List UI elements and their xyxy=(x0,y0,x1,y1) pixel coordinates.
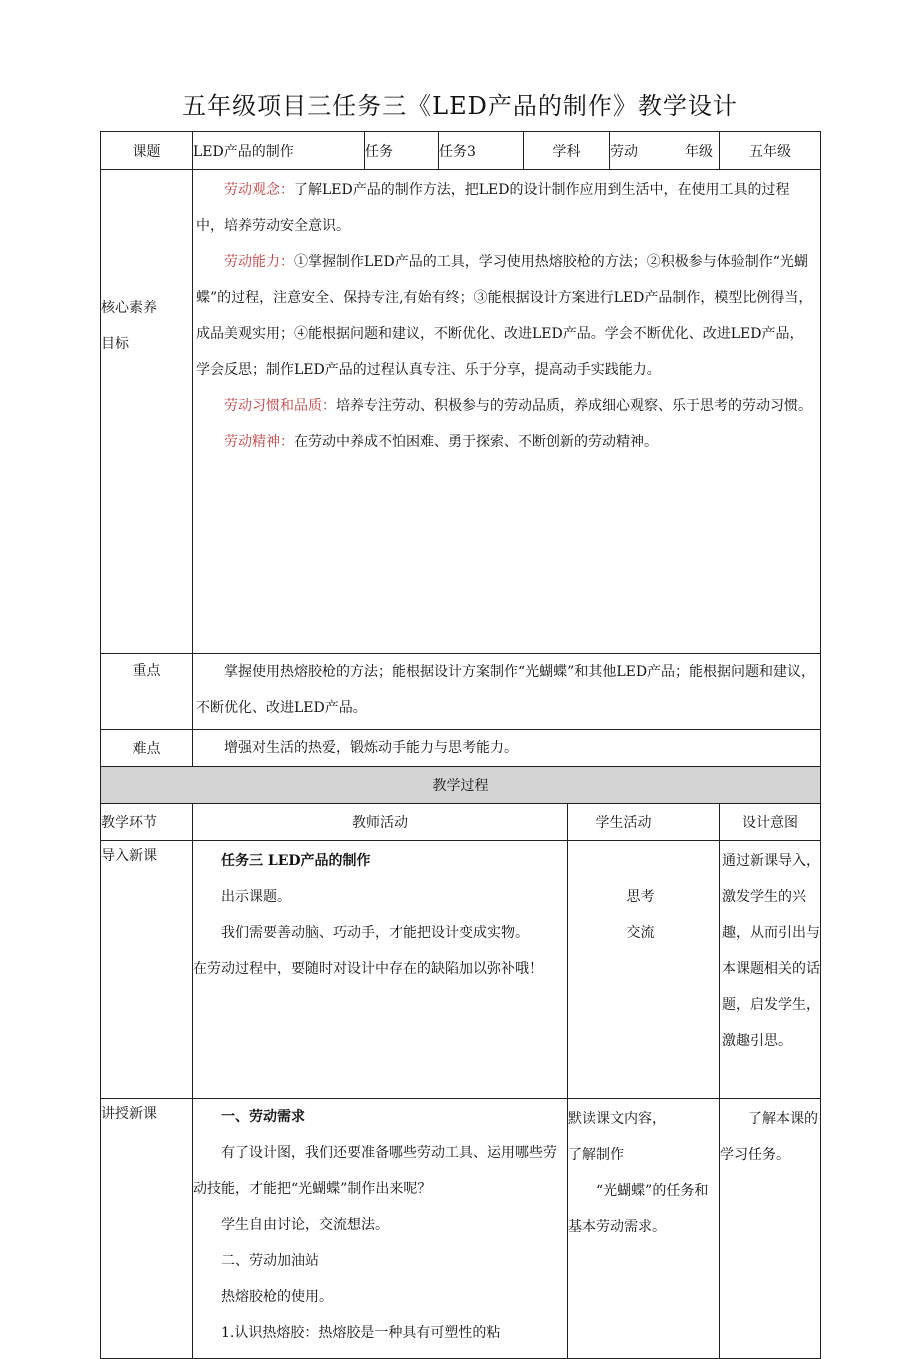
lecture-student xyxy=(568,1099,720,1359)
intro-teacher-line-2: 出示课题。 xyxy=(221,889,291,905)
intro-student-line-2: 交流 xyxy=(626,925,655,941)
key-points-content xyxy=(193,654,821,730)
key-points-label: 重点 xyxy=(101,654,193,730)
goal-head-spirit: 劳动精神： xyxy=(224,434,294,450)
task-value: 任务3 xyxy=(439,132,524,170)
header-student: 学生活动 xyxy=(568,804,720,841)
lesson-plan-table xyxy=(100,131,821,1359)
lecture-stage: 讲授新课 xyxy=(101,1099,193,1359)
difficult-points-content xyxy=(193,730,821,767)
goal-body-concept: 了解LED产品的制作方法，把LED的设计制作应用到生活中，在使用工具的过程中，培养劳动安全意识。 xyxy=(196,182,790,234)
goal-head-habit: 劳动习惯和品质： xyxy=(224,398,336,414)
lecture-teacher-line-5: 热熔胶枪的使用。 xyxy=(221,1289,333,1305)
intro-intent-text: 通过新课导入，激发学生的兴趣，从而引出与本课题相关的话题，启发学生，激趣引思。 xyxy=(722,853,820,1049)
difficult-points-text: 增强对生活的热爱，锻炼动手能力与思考能力。 xyxy=(224,740,518,756)
goals-content xyxy=(193,170,821,654)
lecture-teacher-line-1: 一、劳动需求 xyxy=(221,1109,305,1125)
lecture-row xyxy=(101,1099,821,1359)
lecture-student-line-1: 默读课文内容， xyxy=(568,1111,666,1127)
intro-student xyxy=(568,841,720,1099)
goals-label-line2: 目标 xyxy=(101,336,129,352)
lecture-intent-line-2: 学习任务。 xyxy=(720,1147,790,1163)
lecture-student-line-3: “光蝴蝶”的任务和基本劳动需求。 xyxy=(568,1183,709,1235)
goal-labor-spirit xyxy=(193,424,820,460)
subject-value: 劳动 xyxy=(610,143,638,160)
intro-teacher-line-3: 我们需要善动脑、巧动手，才能把设计变成实物。 xyxy=(221,925,529,941)
course-value: LED产品的制作 xyxy=(193,132,365,170)
subject-grade-cell xyxy=(610,132,720,170)
goals-row xyxy=(101,170,821,654)
goal-body-spirit: 在劳动中养成不怕困难、勇于探索、不断创新的劳动精神。 xyxy=(294,434,658,450)
lecture-teacher-line-3: 学生自由讨论，交流想法。 xyxy=(221,1217,389,1233)
intro-stage: 导入新课 xyxy=(101,841,193,1099)
intro-intent xyxy=(720,841,821,1099)
key-points-row xyxy=(101,654,821,730)
difficult-points-label: 难点 xyxy=(101,730,193,767)
task-label: 任务 xyxy=(365,132,439,170)
lecture-student-line-2: 了解制作 xyxy=(568,1147,624,1163)
intro-teacher-line-4: 在劳动过程中，要随时对设计中存在的缺陷加以弥补哦！ xyxy=(193,961,543,977)
goal-labor-concept xyxy=(193,172,820,244)
header-teacher: 教师活动 xyxy=(193,804,568,841)
subject-label: 学科 xyxy=(524,132,610,170)
lecture-intent xyxy=(720,1099,821,1359)
intro-row xyxy=(101,841,821,1099)
goal-head-ability: 劳动能力： xyxy=(224,254,294,270)
lecture-teacher-line-6: 1.认识热熔胶：热熔胶是一种具有可塑性的粘 xyxy=(221,1325,501,1341)
goal-labor-ability xyxy=(193,244,820,388)
intro-teacher xyxy=(193,841,568,1099)
intro-student-line-1: 思考 xyxy=(626,889,655,905)
goal-body-ability: ①掌握制作LED产品的工具，学习使用热熔胶枪的方法；②积极参与体验制作“光蝴蝶”的过程，注意安全、保持专注,有始有终；③能根据设计方案进行LED产品制作，模型比例得当，成品美观实用；④能根据问题和建议，不断优化、改进LED产品。学会不断优化、改进LED产品，学会反思；制作LED产品的过程认真专注、乐于分享，提高动手实践能力。 xyxy=(196,254,813,378)
lecture-intent-line-1: 了解本课的 xyxy=(748,1111,818,1127)
process-section-title: 教学过程 xyxy=(101,767,821,804)
info-row xyxy=(101,132,821,170)
course-label: 课题 xyxy=(101,132,193,170)
lecture-teacher-line-2: 有了设计图，我们还要准备哪些劳动工具、运用哪些劳动技能，才能把“光蝴蝶”制作出来呢？ xyxy=(193,1145,557,1197)
goals-label xyxy=(101,170,193,654)
lecture-teacher xyxy=(193,1099,568,1359)
document-title: 五年级项目三任务三《LED产品的制作》教学设计 xyxy=(182,92,738,120)
process-header-row xyxy=(101,804,821,841)
header-intent: 设计意图 xyxy=(720,804,821,841)
goal-body-habit: 培养专注劳动、积极参与的劳动品质，养成细心观察、乐于思考的劳动习惯。 xyxy=(336,398,812,414)
grade-value: 五年级 xyxy=(720,132,821,170)
goals-label-line1: 核心素养 xyxy=(101,300,157,316)
difficult-points-row xyxy=(101,730,821,767)
header-stage: 教学环节 xyxy=(101,804,193,841)
intro-teacher-line-1: 任务三 LED产品的制作 xyxy=(221,853,371,869)
grade-label: 年级 xyxy=(685,143,713,160)
lecture-teacher-line-4: 二、劳动加油站 xyxy=(221,1253,319,1269)
goal-labor-habit xyxy=(193,388,820,424)
process-title-row xyxy=(101,767,821,804)
goal-head-concept: 劳动观念： xyxy=(224,182,294,198)
key-points-text: 掌握使用热熔胶枪的方法；能根据设计方案制作“光蝴蝶”和其他LED产品；能根据问题和建议，不断优化、改进LED产品。 xyxy=(196,664,816,716)
